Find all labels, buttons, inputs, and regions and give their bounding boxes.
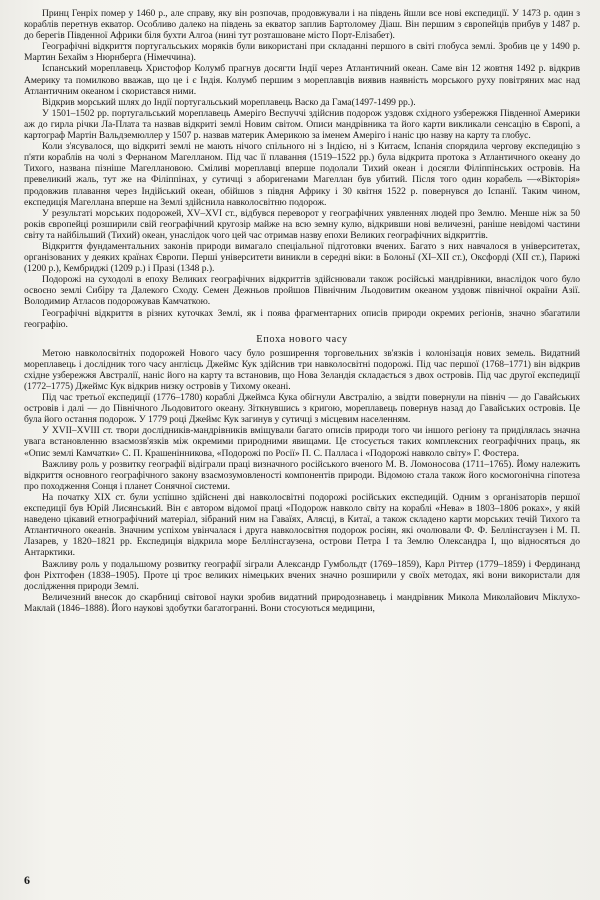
paragraph-columbus: Іспанський мореплавець Христофор Колумб прагнув досягти Індії через Атлантичний океан. Саме він 12 жовтня 1492 р. відкрив Америку та помилково вважав, що це і є Індія. Колумб першим з мореплавців виявив наявність морського руху повітряних мас над Атлантичним океаном і скористався ними. bbox=[24, 63, 580, 97]
paragraph-james-cook: Метою навколосвітніх подорожей Нового часу було розширення торговельних зв'язків і колонізація нових земель. Видатний мореплавець і дослідник того часу англієць Джеймс Кук здійснив три навколосвітні подорожі. Під час першої (1768–1771) він відкрив східне узбережжя Австралії, наніс його на карту та встановив, що Нова Зеландія складається з двох островів. Під час другої експедиції (1772–1775) Джеймс Кук відкрив низку островів у Тихому океані. bbox=[24, 347, 580, 392]
page-number: 6 bbox=[24, 873, 30, 887]
paragraph-enriched-geography: Географічні відкриття в різних куточках Землі, як і поява фрагментарних описів природи окремих регіонів, значно збагатили географію. bbox=[24, 307, 580, 330]
paragraph-cook-third-expedition: Під час третьої експедиції (1776–1780) кораблі Джеймса Кука обігнули Австралію, а звідти повернули на північ — до Гавайських островів і далі — до Північного Льодовитого океану. Зіткнувшись з кригою, мореплавець повернув назад до Гавайських островів. Це була його остання подорож. У 1779 році Джеймс Кук загинув у сутичці з місцевим населенням. bbox=[24, 392, 580, 426]
paragraph-vasco-da-gama: Відкрив морський шлях до Індії португальський мореплавець Васко да Гама(1497-1499 рр.). bbox=[42, 96, 416, 108]
paragraph-henry: Принц Генріх помер у 1460 р., але справу, яку він розпочав, продовжували і на південь йшли все нові експедиції. У 1473 р. один з кораблів перетнув екватор. Особливо далеко на південь за екватор заплив Бартоломеу Діаш. Він першим з європейців прибув у 1487 р. до берегів Південної Африки біля бухти Алгоа (нині тут розташоване місто Порт-Елізабет). bbox=[24, 8, 580, 42]
paragraph-universities: Відкриття фундаментальних законів природи вимагало спеціальної підготовки вчених. Багато з них навчалося в університетах, організованих у деяких країнах Європи. Перші університети виникли в середні віки: в Болоньї (XI–XII ст.), Оксфорді (XII ст.), Парижі (1200 р.), Кембриджі (1209 р.) і Празі (1348 р.). bbox=[24, 240, 580, 275]
paragraph-miklukho-maklai: Величезний внесок до скарбниці світової науки зробив видатний природознавець і мандрівник Микола Миколайович Міклухо-Маклай (1846–1888). Його наукові здобутки багатогранні. Вони стосуються медицини, bbox=[24, 591, 580, 614]
paragraph-russian-circumnavigation: На початку XIX ст. були успішно здійснені дві навколосвітні подорожі російських експедицій. Одним з організаторів першої експедиції був Юрій Лисянський. Він є автором відомої праці «Подорож навколо світу на кораблі «Нева» в 1803–1806 роках», у якій наведено цікавий етнографічний матеріал, зібраний ним на Гаваїях, Алясці, в Китаї, а також складено карти морських течій Тихого та Атлантичного океанів. Значним успіхом увінчалася і друга навколосвітня подорож росіян, які очолювали Ф. Ф. Беллінсгаузен і М. П. Лазарев, у 1820–1821 рр. Експедиція відкрила море Беллінсгаузена, острови Петра I та Землю Олександра I, що відносяться до Антарктики. bbox=[24, 491, 580, 559]
paragraph-russian-travelers: Подорожі на суходолі в епоху Великих географічних відкриттів здійснювали також російські мандрівники, внаслідок чого було освоєно землі Сибіру та Далекого Сходу. Семен Дежньов пройшов Північним Льодовитим океаном уздовж північної окраїни Азії. Володимир Атласов подорожував Камчаткою. bbox=[24, 274, 580, 308]
paragraph-behaim-globe: Географічні відкриття португальських моряків були використані при складанні першого в світі глобуса землі. Зробив це у 1490 р. Мартин Бехайм з Нюрнберга (Німеччина). bbox=[24, 41, 580, 64]
paragraph-vespucci: У 1501–1502 рр. португальський мореплавець Амеріго Веспуччі здійснив подорож уздовж східного узбережжя Південної Америки аж до гирла річки Ла-Плата та назвав відкриті землі Новим світом. Описи мандрівника та його карти викликали сенсацію в Європі, а картограф Мартін Вальдземюллер у 1507 р. назвав материк Америкою за іменем Амеріго і наніс цю назву на карту та глобус. bbox=[24, 107, 580, 142]
paragraph-great-discoveries: У результаті морських подорожей, XV–XVI ст., відбувся переворот у географічних уявленнях людей про Землю. Менше ніж за 50 років європейці розширили свій географічний кругозір майже на всю земну кулю, відкривши нові величезні, раніше невідомі частини світу та найбільший (Тихий) океан, унаслідок чого цей час отримав назву епохи Великих географічних відкриттів. bbox=[24, 207, 580, 241]
section-heading: Епоха нового часу bbox=[256, 333, 348, 345]
paragraph-magellan: Коли з'ясувалося, що відкриті землі не мають нічого спільного ні з Індією, ні з Китаєм, Іспанія спорядила чергову експедицію з п'яти кораблів на чолі з Фернаном Магелланом. Під час її плавання (1519–1522 рр.) була відкрита протока з Атлантичного океану до Тихого, названа пізніше Магеллановою. Сміливі мореплавці вперше подолали Тихий океан і досягли Філіппінських островів. На превеликий жаль, тут же на Філіппінах, у сутичці з аборигенами Магеллан був убитий. Після того один корабель —«Вікторія» продовжив плавання через Індійський океан, обійшов з півдня Африку і 30 квітня 1522 р. повернувся до Іспанії. Таким чином, експедиція Магеллана вперше на Землі здійснила навколосвітню подорож. bbox=[24, 141, 580, 208]
paragraph-lomonosov: Важливу роль у розвитку географії відіграли праці визначного російського вченого М. В. Ломоносова (1711–1765). Йому належить відкриття основного географічного закону взаємозумовленості компонентів природи. Відомою стала також його космогонічна гіпотеза про походження Сонця і планет Сонячної системи. bbox=[24, 458, 580, 492]
paragraph-humboldt-ritter: Важливу роль у подальшому розвитку географії зіграли Александр Гумбольдт (1769–1859), Карл Ріттер (1779–1859) і Фердинанд фон Ріхтгофен (1838–1905). Проте ці троє великих німецьких вчених значно розширили у своїх методах, які вони використали для дослідження природи Землі. bbox=[24, 558, 580, 592]
paragraph-xvii-xviii-works: У XVII–XVIII ст. твори дослідників-мандрівників вміщували багато описів природи того чи іншого регіону та приділялась значна увага встановленню взаємозв'язків між окремими природними явищами. Це стосується таких комплексних географічних праць, як «Опис землі Камчатки» С. П. Крашенінникова, «Подорожі по Росії» П. С. Палласа і «Подорожі навколо світу» Г. Фостера. bbox=[24, 425, 580, 459]
